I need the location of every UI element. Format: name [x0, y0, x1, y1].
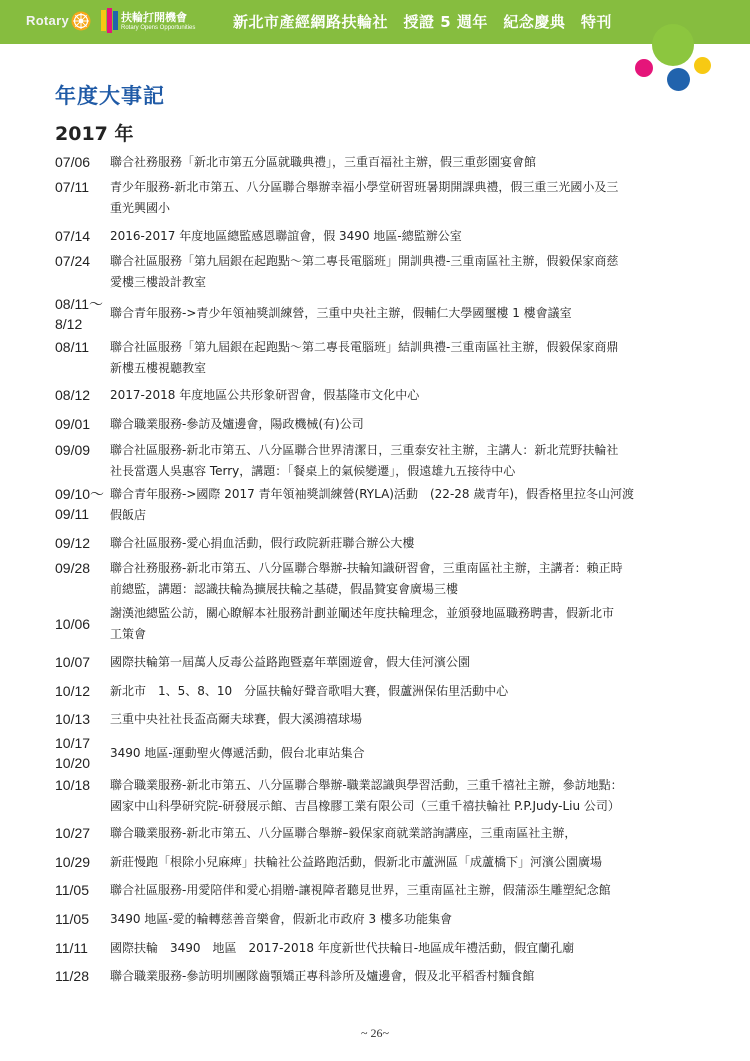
event-date: 09/09: [55, 442, 91, 458]
event-description: 聯合社區服務「第九屆銀在起跑點～第二專長電腦班」結訓典禮-三重南區社主辦，假毅保家商鼎 新樓五樓視聽教室: [110, 340, 619, 375]
event-date: 10/13: [55, 711, 91, 727]
event-date: 09/10～ 09/11: [55, 486, 105, 522]
event-date: 11/05: [55, 911, 89, 927]
event-date: 11/05: [55, 882, 89, 898]
event-description: 聯合社區服務-新北市第五、八分區聯合世界清潔日，三重泰安社主辦，主講人：新北荒野扶輪社 社長當選人吳惠容 Terry，講題：「餐桌上的氣候變遷」，假遠雄九五接待中心: [110, 443, 619, 478]
event-date: 10/17 10/20: [55, 735, 91, 771]
event-date: 10/29: [55, 854, 91, 870]
event-description: 2017-2018 年度地區公共形象研習會，假基隆市文化中心: [110, 388, 420, 402]
event-date: 10/12: [55, 683, 91, 699]
event-description: 聯合職業服務-新北市第五、八分區聯合舉辦-職業認識與學習活動，三重千禧社主辦，參訪地點： 國家中山科學研究院-研發展示館、吉昌橡膠工業有限公司（三重千禧扶輪社 P.P.Judy-Liu 公司）: [110, 778, 623, 813]
event-description: 青少年服務-新北市第五、八分區聯合舉辦幸福小學堂研習班暑期開課典禮，假三重三光國小及三 重光興國小: [110, 180, 619, 215]
event-description: 聯合青年服務->青少年領袖獎訓練營，三重中央社主辦，假輔仁大學國璽樓 1 樓會議室: [110, 306, 572, 320]
event-date: 07/06: [55, 154, 91, 170]
event-description: 謝漢池總監公訪，關心瞭解本社服務計劃並闡述年度扶輪理念，並頒發地區職務聘書，假新北市 工策會: [110, 606, 615, 641]
event-date: 11/11: [55, 940, 88, 956]
event-date: 09/01: [55, 416, 91, 432]
event-description: 國際扶輪第一屆萬人反毒公益路跑暨嘉年華園遊會，假大佳河濱公園: [110, 655, 471, 669]
event-description: 2016-2017 年度地區總監感恩聯誼會，假 3490 地區-總監辦公室: [110, 229, 462, 243]
event-description: 聯合社區服務-愛心捐血活動，假行政院新莊聯合辦公大樓: [110, 536, 415, 550]
event-date: 10/18: [55, 777, 91, 793]
event-description: 聯合青年服務->國際 2017 青年領袖獎訓練營(RYLA)活動 (22-28 歲青年)，假香格里拉冬山河渡 假飯店: [110, 487, 635, 522]
section-title: 年度大事記: [55, 84, 165, 108]
event-description: 聯合社區服務-用愛陪伴和愛心捐贈-讓視障者聽見世界，三重南區社主辦，假蒲添生雕塑紀念館: [110, 883, 611, 897]
event-description: 聯合社區服務「第九屆銀在起跑點～第二專長電腦班」開訓典禮-三重南區社主辦，假毅保家商慈 愛樓三樓設計教室: [110, 254, 619, 289]
roo-title: 扶輪打開機會: [121, 11, 187, 24]
event-date: 08/11～ 8/12: [55, 296, 103, 332]
roo-subtitle: Rotary Opens Opportunities: [121, 25, 196, 31]
year-heading: 2017 年: [55, 123, 134, 145]
event-description: 三重中央社社長盃高爾夫球賽，假大溪鴻禧球場: [110, 712, 363, 726]
event-date: 10/06: [55, 616, 91, 632]
event-date: 09/12: [55, 535, 91, 551]
event-description: 3490 地區-愛的輪轉慈善音樂會，假新北市政府 3 樓多功能集會: [110, 912, 452, 926]
event-description: 聯合職業服務-新北市第五、八分區聯合舉辦–毅保家商就業諮詢講座，三重南區社主辦，: [110, 826, 577, 840]
rotary-wordmark: Rotary: [26, 13, 69, 28]
event-date: 07/11: [55, 179, 89, 195]
page-number: ~ 26~: [361, 1026, 389, 1040]
event-description: 聯合職業服務-參訪明圳團隊齒顎矯正專科診所及爐邊會，假及北平稻香村麵食館: [110, 969, 535, 983]
event-date: 09/28: [55, 560, 91, 576]
event-description: 新北市 1、5、8、10 分區扶輪好聲音歌唱大賽，假蘆洲保佑里活動中心: [110, 684, 509, 698]
event-date: 08/11: [55, 339, 89, 355]
event-date: 10/07: [55, 654, 91, 670]
event-description: 新莊慢跑「根除小兒麻痺」扶輪社公益路跑活動，假新北市蘆洲區「成蘆橋下」河濱公園廣場: [110, 855, 603, 869]
event-description: 3490 地區-運動聖火傳遞活動，假台北車站集合: [110, 746, 365, 760]
event-description: 國際扶輪 3490 地區 2017-2018 年度新世代扶輪日-地區成年禮活動，假宜蘭孔廟: [110, 941, 575, 955]
event-date: 11/28: [55, 968, 89, 984]
header-title: 新北市產經網路扶輪社 授證 5 週年 紀念慶典 特刊: [233, 13, 612, 31]
event-date: 10/27: [55, 825, 91, 841]
event-date: 07/24: [55, 253, 91, 269]
event-description: 聯合職業服務-參訪及爐邊會，陽政機械(有)公司: [110, 417, 364, 431]
event-date: 07/14: [55, 228, 91, 244]
event-description: 聯合社務服務「新北市第五分區就職典禮」，三重百福社主辦，假三重彭園宴會館: [110, 155, 537, 169]
event-description: 聯合社務服務-新北市第五、八分區聯合舉辦-扶輪知識研習會，三重南區社主辦，主講者：賴正時 前總監，講題：認識扶輪為擴展扶輪之基礎，假晶贊宴會廣場三樓: [110, 561, 623, 596]
event-date: 08/12: [55, 387, 91, 403]
